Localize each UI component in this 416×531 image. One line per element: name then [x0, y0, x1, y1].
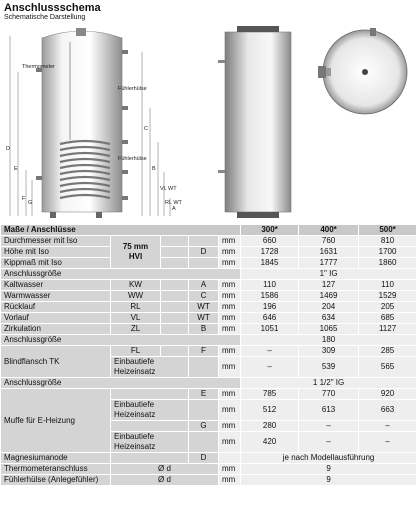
table-row: Durchmesser mit Iso 75 mm HVI mm 660 760 810	[1, 236, 416, 247]
dim-vl-wt: VL WT	[160, 186, 177, 192]
dim-e: E	[14, 166, 18, 172]
table-header-row	[1, 225, 416, 236]
header-300: 300*	[241, 225, 299, 236]
page-title: Anschlussschema	[4, 2, 101, 14]
spec-table: Maße / Anschlüsse 300* 400* 500* Durchmesser mit Iso 75 mm HVI mm 660 760 810 Höhe mit Iso D mm 1728 1631 1700 Kippmaß mit Iso mm 1845 1777 1860 Anschlussgröße 1" IG Kaltwasser KW A mm 110 127 110 Warmwasser WW C mm 1586 1469 1529 Rücklauf RL WT mm 196 204 205 Vorlauf VL WT mm 646 634 685 Zirkulation ZL B mm 1051 1065 1127 Anschlussgröße 180 Blindflansch TK FL F mm – 309 285 Einbautiefe Heizeinsatz mm – 539 565 Anschlussgröße 1 1/2" IG Muffe für E-Heizung E mm 785 770 920 Einbautiefe Heizeinsatz mm 512 613 663 G mm 280 – – Einbautiefe Heizeinsatz mm 420 – – Magnesiumanode D je nach Modellausführung Thermometeranschluss Ø d mm 9 Fühlerhülse (Anlegefühler) Ø d mm 9	[0, 224, 416, 486]
dim-d: D	[6, 146, 10, 152]
table-row: G mm 280 – –	[1, 421, 416, 432]
dim-b: B	[152, 166, 156, 172]
header-400: 400*	[299, 225, 359, 236]
table-row: Kaltwasser KW A mm 110 127 110	[1, 280, 416, 291]
table-row: Kippmaß mit Iso mm 1845 1777 1860	[1, 258, 416, 269]
label-fuehlerhuelse-top: Fühlerhülse	[118, 86, 147, 92]
label-thermometer: Thermometer	[22, 64, 56, 70]
page-subtitle: Schematische Darstellung	[4, 14, 86, 21]
dim-g: G	[28, 200, 33, 206]
tank-drawing	[0, 20, 416, 225]
table-row: Magnesiumanode D je nach Modellausführung	[1, 453, 416, 464]
table-row: Zirkulation ZL B mm 1051 1065 1127	[1, 324, 416, 335]
table-row: Vorlauf VL WT mm 646 634 685	[1, 313, 416, 324]
iso-note: 75 mm HVI	[111, 236, 161, 269]
table-row: Fühlerhülse (Anlegefühler) Ø d mm 9	[1, 475, 416, 486]
table-row: Anschlussgröße 1 1/2" IG	[1, 378, 416, 389]
top-view	[318, 28, 407, 114]
table-row: Höhe mit Iso D mm 1728 1631 1700	[1, 247, 416, 258]
side-view	[218, 26, 291, 218]
dim-a: A	[172, 206, 176, 212]
dim-rl-wt: RL WT	[165, 200, 182, 206]
header-500: 500*	[359, 225, 416, 236]
table-row: Blindflansch TK FL F mm – 309 285	[1, 346, 416, 357]
table-row: Anschlussgröße 1" IG	[1, 269, 416, 280]
top-connection	[76, 28, 86, 36]
front-view	[6, 28, 183, 218]
dim-f: F	[22, 196, 26, 202]
table-row: Thermometeranschluss Ø d mm 9	[1, 464, 416, 475]
label-fuehlerhuelse-bottom: Fühlerhülse	[118, 156, 147, 162]
dim-c: C	[144, 126, 148, 132]
table-row: Rücklauf RL WT mm 196 204 205	[1, 302, 416, 313]
table-row: Warmwasser WW C mm 1586 1469 1529	[1, 291, 416, 302]
table-row: Anschlussgröße 180	[1, 335, 416, 346]
header-label: Maße / Anschlüsse	[1, 225, 241, 236]
table-row: Muffe für E-Heizung E mm 785 770 920	[1, 389, 416, 400]
